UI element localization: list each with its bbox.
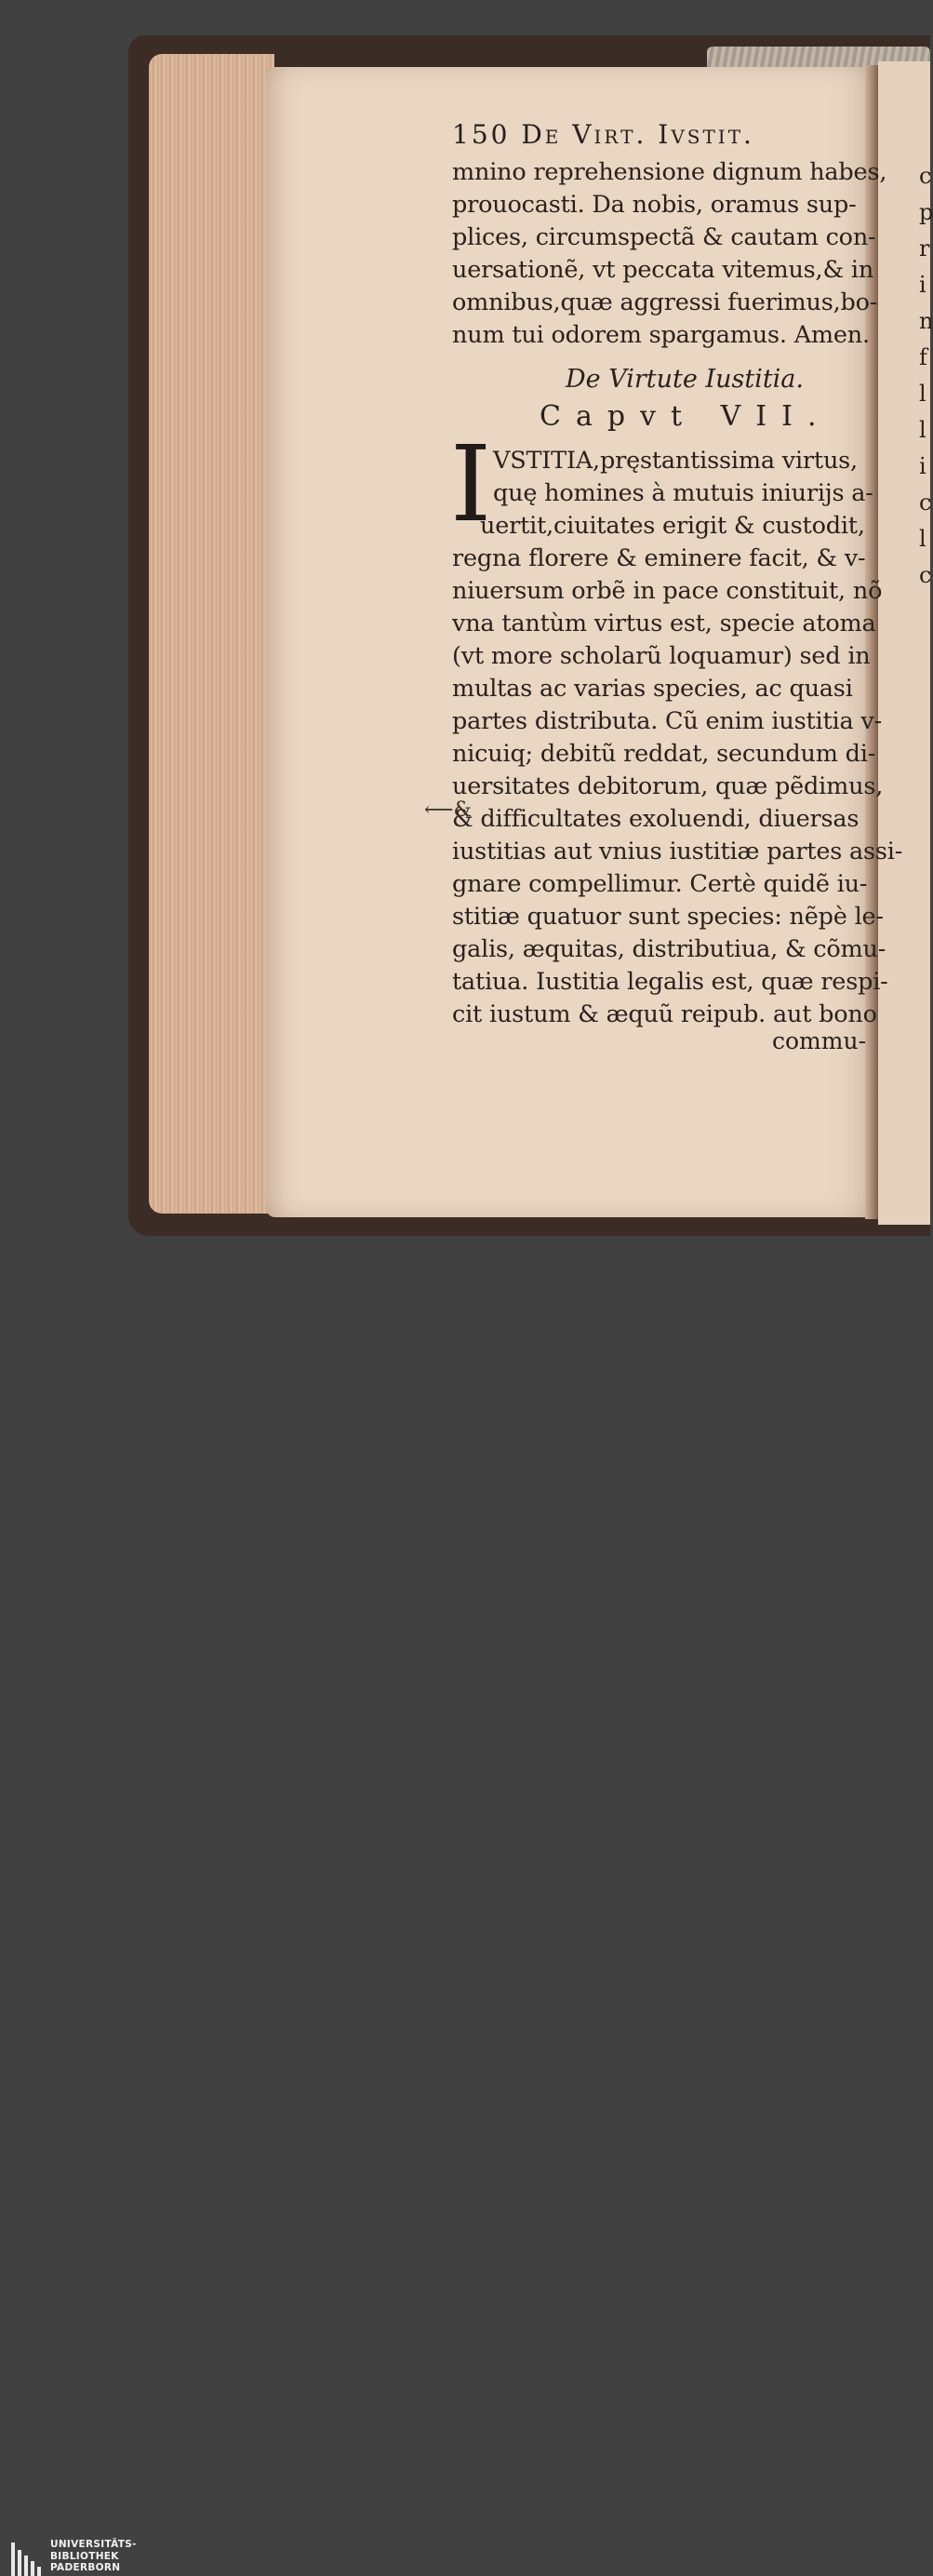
body-line: uersitates debitorum, quæ pẽdimus,	[452, 772, 884, 800]
body-line: quę homines à mutuis iniurijs a-	[493, 479, 873, 507]
body-line: regna florere & eminere facit, & v-	[452, 544, 866, 572]
library-logo-text	[50, 2539, 137, 2574]
drop-cap: I	[450, 424, 492, 545]
logo-line: UNIVERSITÄTS-	[50, 2539, 137, 2550]
logo-line: BIBLIOTHEK	[50, 2550, 119, 2562]
page-fore-edge	[149, 54, 274, 1214]
section-title: De Virtute Iustitia.	[566, 365, 804, 394]
chapter-title: Capvt VII.	[540, 400, 832, 433]
prayer-line: omnibus,quæ aggressi fuerimus,bo-	[452, 288, 878, 316]
body-line: uertit,ciuitates erigit & custodit,	[480, 512, 865, 540]
margin-mark: ⟵&	[424, 798, 473, 822]
running-head: 150 De Virt. Ivstit.	[452, 119, 754, 150]
right-page-letter: i	[919, 453, 926, 479]
body-line: & difficultates exoluendi, diuersas	[452, 805, 860, 833]
prayer-line: prouocasti. Da nobis, oramus sup-	[452, 191, 857, 219]
right-page-letter: l	[919, 381, 926, 407]
library-logo-icon	[11, 2542, 45, 2576]
right-page-text	[919, 158, 932, 594]
right-page-letter: c	[919, 490, 932, 516]
body-line: vna tantùm virtus est, specie atoma	[452, 610, 876, 637]
right-page-letter: l	[919, 417, 926, 443]
right-page-letter: i	[919, 272, 926, 298]
body-line: nicuiq; debitũ reddat, secundum di-	[452, 740, 876, 768]
footer-bar	[0, 1268, 930, 2573]
body-line: VSTITIA,pręstantissima virtus,	[493, 447, 858, 475]
body-line: multas ac varias species, ac quasi	[452, 675, 853, 703]
right-page-letter: p	[919, 199, 933, 225]
body-line: (vt more scholarũ loquamur) sed in	[452, 642, 871, 670]
body-line: cit iustum & æquũ reipub. aut bono	[452, 1000, 877, 1028]
body-line: niuersum orbẽ in pace constituit, nõ	[452, 577, 883, 605]
prayer-line: num tui odorem spargamus. Amen.	[452, 321, 870, 349]
right-page-letter: c	[919, 562, 932, 588]
right-page-letter: c	[919, 163, 932, 189]
right-page-letter: f	[919, 344, 927, 370]
catchword: commu-	[772, 1027, 867, 1054]
body-line: galis, æquitas, distributiua, & cõmu-	[452, 935, 886, 963]
body-line: partes distributa. Cũ enim iustitia v-	[452, 707, 883, 735]
prayer-line: uersationẽ, vt peccata vitemus,& in	[452, 256, 874, 284]
book-scan	[0, 0, 933, 1268]
prayer-line: mnino reprehensione dignum habes,	[452, 158, 887, 186]
logo-line: PADERBORN	[50, 2562, 121, 2573]
right-page-letter: r	[919, 235, 930, 262]
right-page-letter: n	[919, 308, 933, 334]
body-line: stitiæ quatuor sunt species: nẽpè le-	[452, 903, 884, 931]
prayer-line: plices, circumspectã & cautam con-	[452, 223, 876, 251]
right-page-letter: l	[919, 526, 926, 552]
body-line: gnare compellimur. Certè quidẽ iu-	[452, 870, 868, 898]
body-line: iustitias aut vnius iustitiæ partes assi-	[452, 838, 903, 865]
body-line: tatiua. Iustitia legalis est, quæ respi-	[452, 968, 888, 996]
